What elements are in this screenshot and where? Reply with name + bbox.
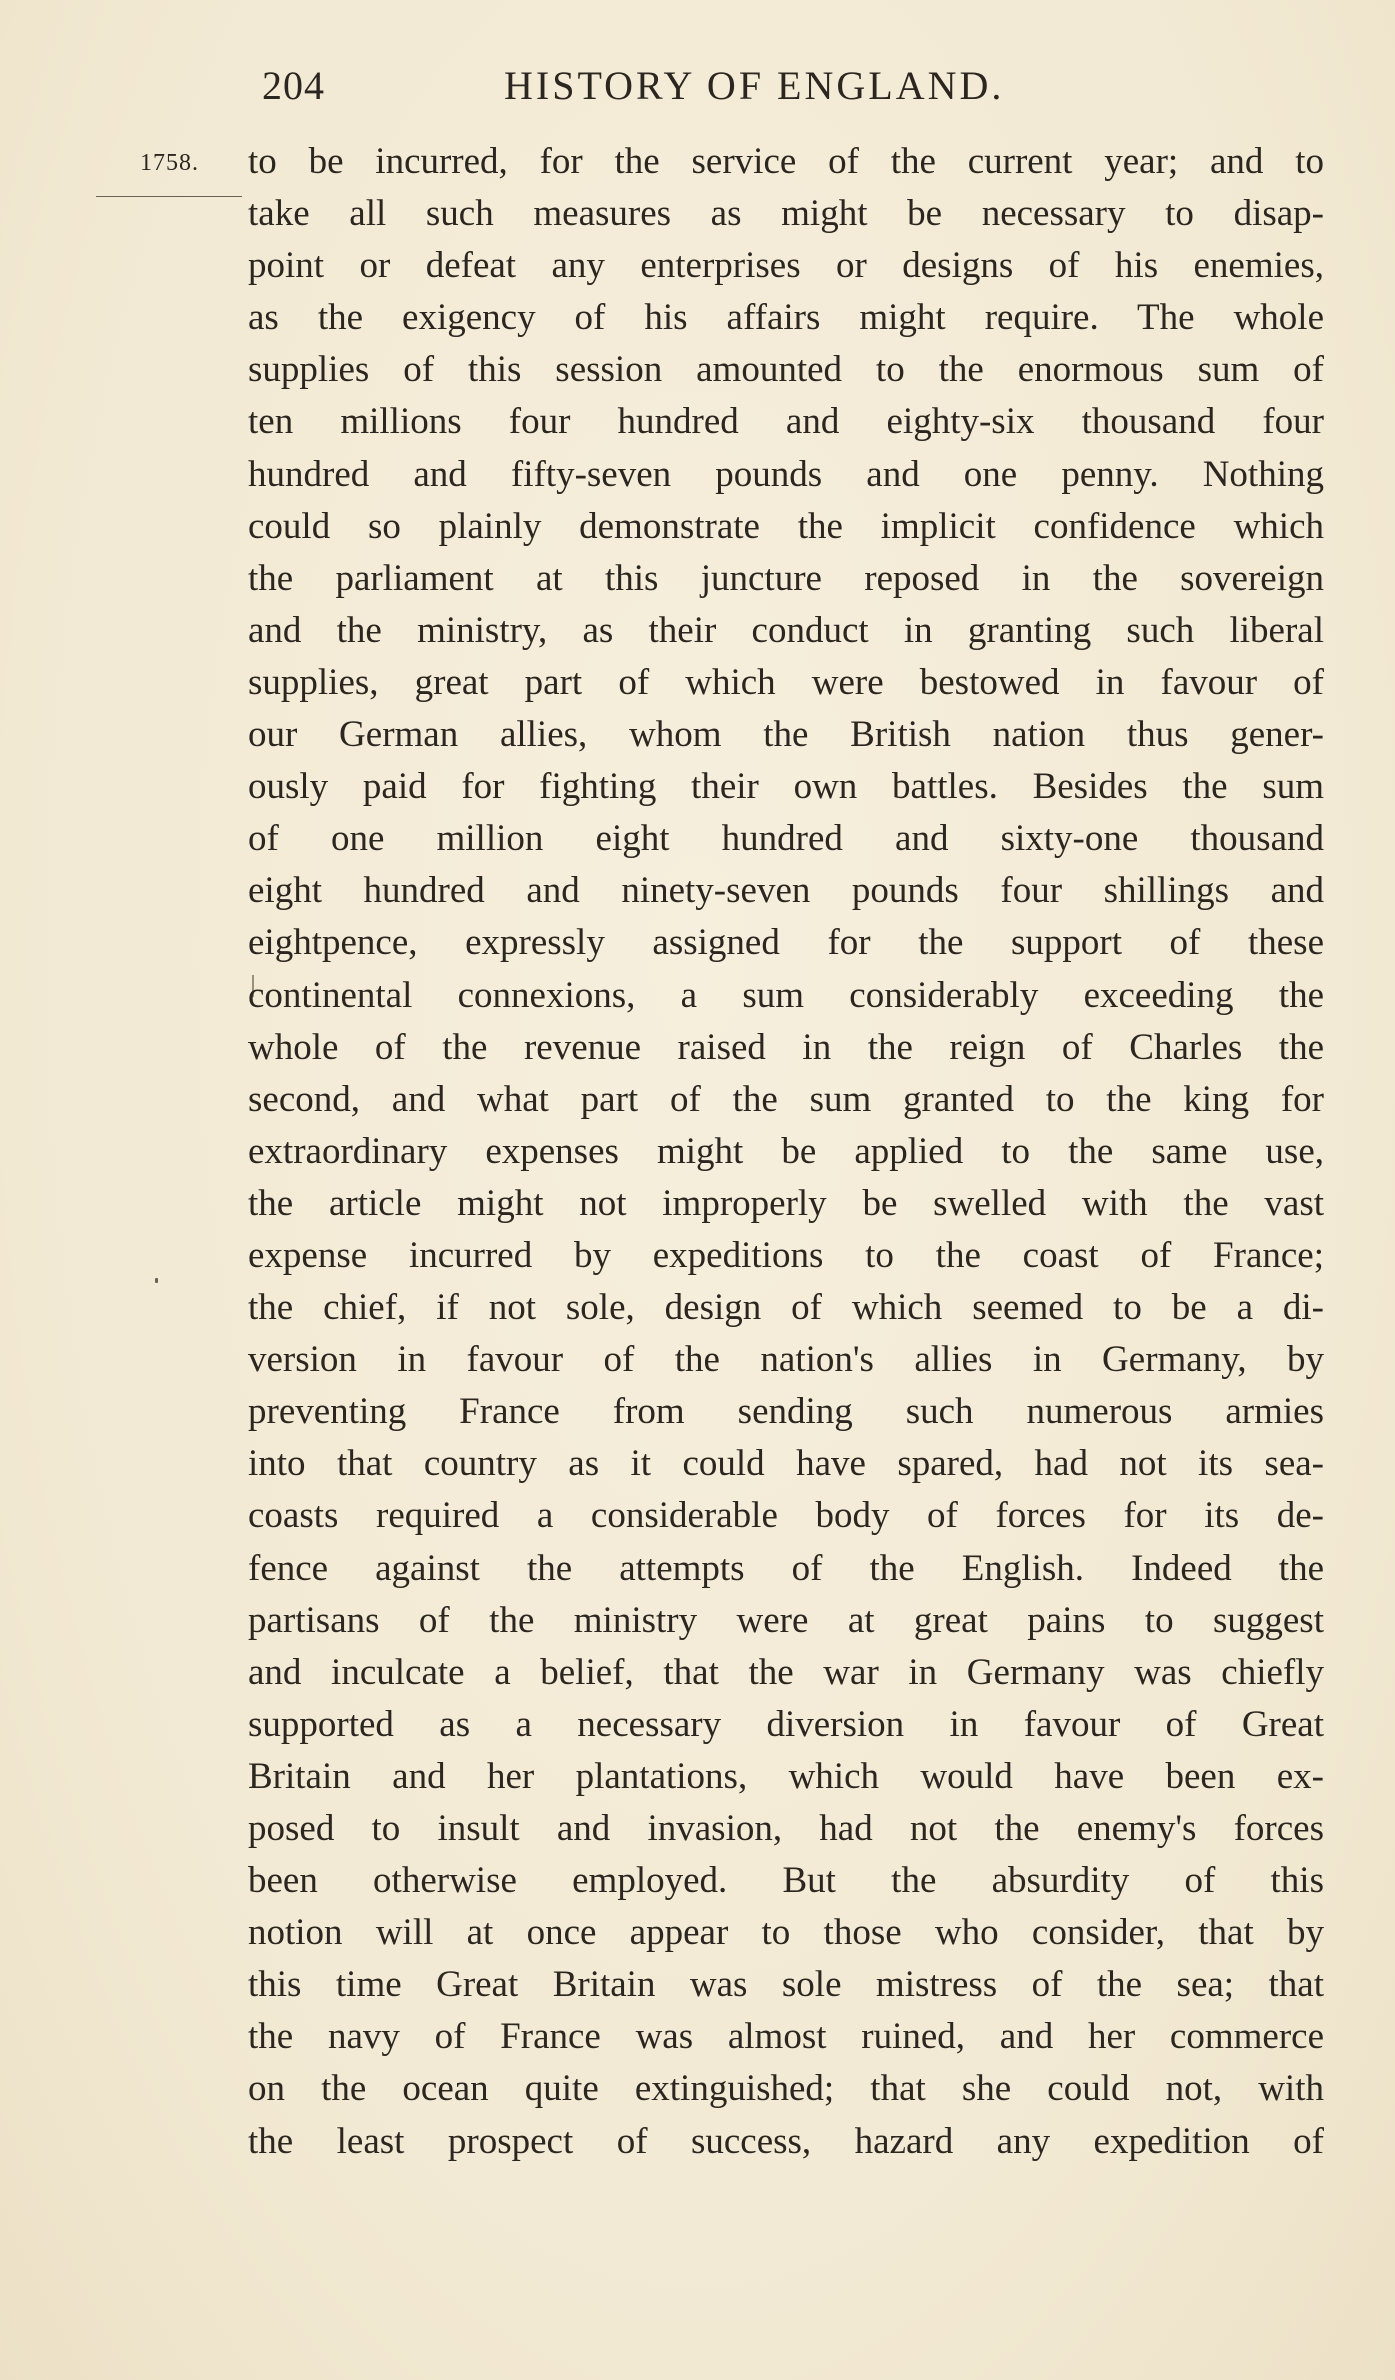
text-line: point or defeat any enterprises or designs of his enemies,: [248, 245, 1324, 287]
body-text: [248, 136, 1324, 2168]
text-line: the chief, if not sole, design of which seemed to be a di-: [248, 1287, 1324, 1329]
text-line: the least prospect of success, hazard any expedition of: [248, 2120, 1324, 2162]
text-line: the article might not improperly be swelled with the vast: [248, 1182, 1324, 1224]
text-line: ously paid for fighting their own battles. Besides the sum: [248, 766, 1324, 808]
text-line: the parliament at this juncture reposed in the sovereign: [248, 557, 1324, 599]
text-line: posed to insult and invasion, had not the enemy's forces: [248, 1808, 1324, 1849]
text-line: partisans of the ministry were at great pains to suggest: [248, 1599, 1324, 1641]
margin-year-note: 1758.: [140, 150, 199, 176]
text-line: and inculcate a belief, that the war in Germany was chiefly: [248, 1651, 1324, 1693]
page-number: 204: [262, 63, 325, 108]
text-line: this time Great Britain was sole mistress of the sea; that: [248, 1964, 1324, 2006]
text-line: coasts required a considerable body of forces for its de-: [248, 1495, 1324, 1537]
text-line: as the exigency of his affairs might require. The whole: [248, 297, 1324, 339]
text-line: version in favour of the nation's allies in Germany, by: [248, 1339, 1324, 1381]
text-line: preventing France from sending such numerous armies: [248, 1391, 1324, 1433]
text-line: extraordinary expenses might be applied to the same use,: [248, 1130, 1324, 1172]
text-line: supplies, great part of which were bestowed in favour of: [248, 661, 1324, 703]
text-line: on the ocean quite extinguished; that she could not, with: [248, 2068, 1324, 2110]
text-line: whole of the revenue raised in the reign of Charles the: [248, 1026, 1324, 1068]
ink-speck: [155, 1278, 158, 1283]
text-line: Britain and her plantations, which would have been ex-: [248, 1755, 1324, 1797]
text-line: into that country as it could have spared, had not its sea-: [248, 1443, 1324, 1485]
text-line: to be incurred, for the service of the current year; and to: [248, 141, 1324, 182]
running-title: HISTORY OF ENGLAND.: [504, 63, 1005, 108]
text-line: fence against the attempts of the English. Indeed the: [248, 1547, 1324, 1589]
text-line: been otherwise employed. But the absurdity of this: [248, 1860, 1324, 1902]
text-line: eight hundred and ninety-seven pounds four shillings and: [248, 870, 1324, 912]
text-line: the navy of France was almost ruined, and her commerce: [248, 2016, 1324, 2058]
text-line: of one million eight hundred and sixty-one thousand: [248, 818, 1324, 860]
text-line: supplies of this session amounted to the enormous sum of: [248, 349, 1324, 391]
text-line: could so plainly demonstrate the implicit confidence which: [248, 505, 1324, 547]
text-line: continental connexions, a sum considerably exceeding the: [248, 974, 1324, 1016]
text-line: take all such measures as might be necessary to disap-: [248, 193, 1324, 235]
margin-rule: [96, 196, 242, 197]
text-line: ten millions four hundred and eighty-six thousand four: [248, 401, 1324, 443]
text-line: notion will at once appear to those who consider, that by: [248, 1912, 1324, 1954]
text-line: expense incurred by expeditions to the coast of France;: [248, 1234, 1324, 1276]
text-line: supported as a necessary diversion in favour of Great: [248, 1703, 1324, 1745]
running-head: [262, 62, 1102, 112]
text-line: second, and what part of the sum granted to the king for: [248, 1078, 1324, 1120]
text-line: and the ministry, as their conduct in granting such liberal: [248, 609, 1324, 651]
text-line: eightpence, expressly assigned for the support of these: [248, 922, 1324, 964]
text-line: hundred and fifty-seven pounds and one penny. Nothing: [248, 453, 1324, 495]
text-line: our German allies, whom the British nation thus gener-: [248, 714, 1324, 756]
